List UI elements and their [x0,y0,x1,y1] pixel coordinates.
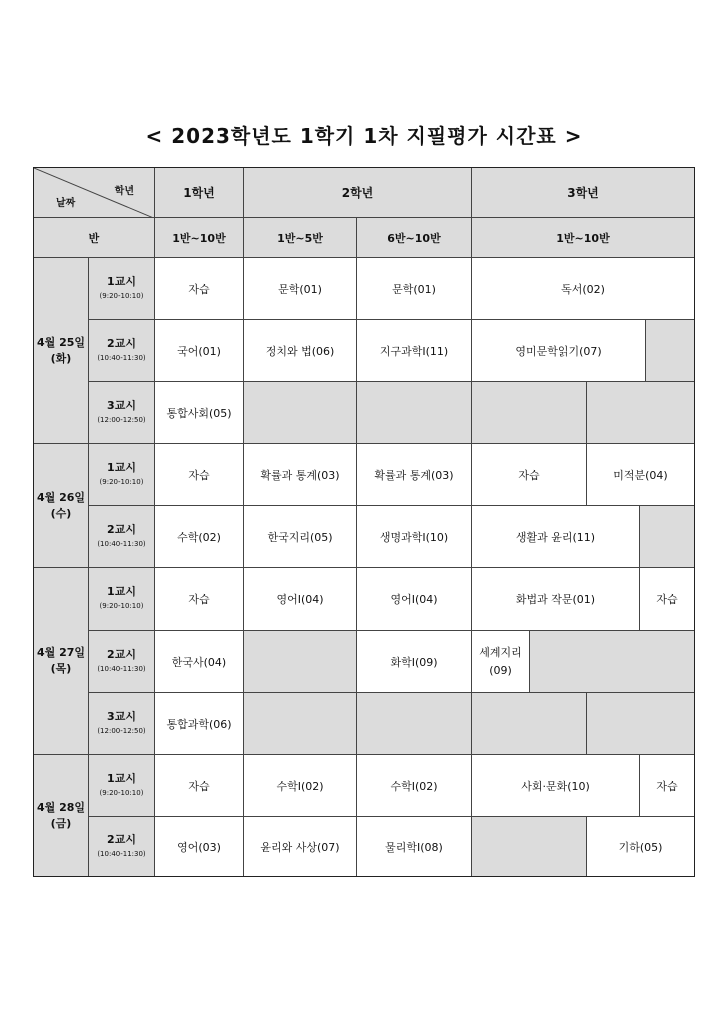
subject-cell: 영어Ⅰ(04) [356,567,472,631]
subject-cell: 통합사회(05) [154,381,244,444]
subject-cell: 자습 [471,443,587,506]
period-cell: 2교시 (10:40-11:30) [88,505,155,568]
empty-cell [645,319,695,382]
exam-timetable [33,167,695,877]
period-cell: 1교시 (9:20-10:10) [88,443,155,506]
period-cell: 2교시 (10:40-11:30) [88,319,155,382]
subject-cell: 윤리와 사상(07) [243,816,357,877]
subject-cell: 생활과 윤리(11) [471,505,640,568]
date-label: 4월 28일 [36,800,86,814]
subject-cell: 한국사(04) [154,630,244,693]
subject-cell: 문학(01) [356,257,472,320]
subject-cell: 화법과 작문(01) [471,567,640,631]
weekday-label: (목) [50,662,72,675]
subject-cell: 자습 [154,257,244,320]
date-cell [33,567,89,755]
subject-cell: 독서(02) [471,257,695,320]
subject-cell: 자습 [154,567,244,631]
empty-cell [356,381,472,444]
subject-cell: 문학(01) [243,257,357,320]
subject-cell: 사회·문화(10) [471,754,640,817]
grade2-header: 2학년 [243,167,472,218]
period-cell: 1교시 (9:20-10:10) [88,754,155,817]
empty-cell [639,505,695,568]
subject-cell: 미적분(04) [586,443,695,506]
subject-cell: 자습 [154,443,244,506]
period-cell: 2교시 (10:40-11:30) [88,816,155,877]
date-cell [33,754,89,877]
subject-cell: 확률과 통계(03) [243,443,357,506]
grade1-header: 1학년 [154,167,244,218]
subject-cell: 영어(03) [154,816,244,877]
subject-cell: 지구과학Ⅰ(11) [356,319,472,382]
period-cell: 3교시 (12:00-12:50) [88,692,155,755]
page-title: < 2023학년도 1학기 1차 지필평가 시간표 > [145,124,583,148]
class-label-header: 반 [33,217,155,258]
empty-cell [243,692,357,755]
corner-header-cell [33,167,155,218]
subject-cell-split: 세계지리 (09) [471,630,530,693]
empty-cell [356,692,472,755]
subject-cell: 화학Ⅰ(09) [356,630,472,693]
period-cell: 3교시 (12:00-12:50) [88,381,155,444]
period-cell: 1교시 (9:20-10:10) [88,567,155,631]
class-range-g3: 1반~10반 [471,217,695,258]
period-cell: 2교시 (10:40-11:30) [88,630,155,693]
period-cell: 1교시 (9:20-10:10) [88,257,155,320]
date-cell [33,257,89,444]
subject-cell: 수학(02) [154,505,244,568]
corner-grade-label: 학년 [114,186,134,197]
subject-cell: 자습 [639,567,695,631]
date-cell [33,443,89,568]
empty-cell [586,381,695,444]
subject-cell: 물리학Ⅰ(08) [356,816,472,877]
subject-cell: 자습 [154,754,244,817]
date-label: 4월 25일 [36,335,86,349]
subject-cell: 한국지리(05) [243,505,357,568]
grade3-header: 3학년 [471,167,695,218]
class-range-g1: 1반~10반 [154,217,244,258]
empty-cell [471,816,587,877]
date-label: 4월 27일 [36,646,86,659]
empty-cell [471,381,587,444]
subject-cell: 영미문학읽기(07) [471,319,646,382]
subject-cell: 수학Ⅰ(02) [243,754,357,817]
class-range-g2a: 1반~5반 [243,217,357,258]
class-range-g2b: 6반~10반 [356,217,472,258]
weekday-label: (화) [50,351,72,365]
weekday-label: (수) [50,506,72,520]
subject-cell: 확률과 통계(03) [356,443,472,506]
empty-cell [243,381,357,444]
subject-cell: 정치와 법(06) [243,319,357,382]
subject-cell: 기하(05) [586,816,695,877]
corner-date-label: 날짜 [56,198,76,209]
subject-cell: 수학Ⅰ(02) [356,754,472,817]
subject-cell: 국어(01) [154,319,244,382]
weekday-label: (금) [50,816,72,830]
subject-cell: 통합과학(06) [154,692,244,755]
subject-cell: 생명과학Ⅰ(10) [356,505,472,568]
empty-cell [471,692,587,755]
empty-cell [243,630,357,693]
subject-cell: 영어Ⅰ(04) [243,567,357,631]
empty-cell [586,692,695,755]
date-label: 4월 26일 [36,490,86,504]
subject-cell: 자습 [639,754,695,817]
diagonal-line [34,168,156,219]
empty-cell [529,630,695,693]
